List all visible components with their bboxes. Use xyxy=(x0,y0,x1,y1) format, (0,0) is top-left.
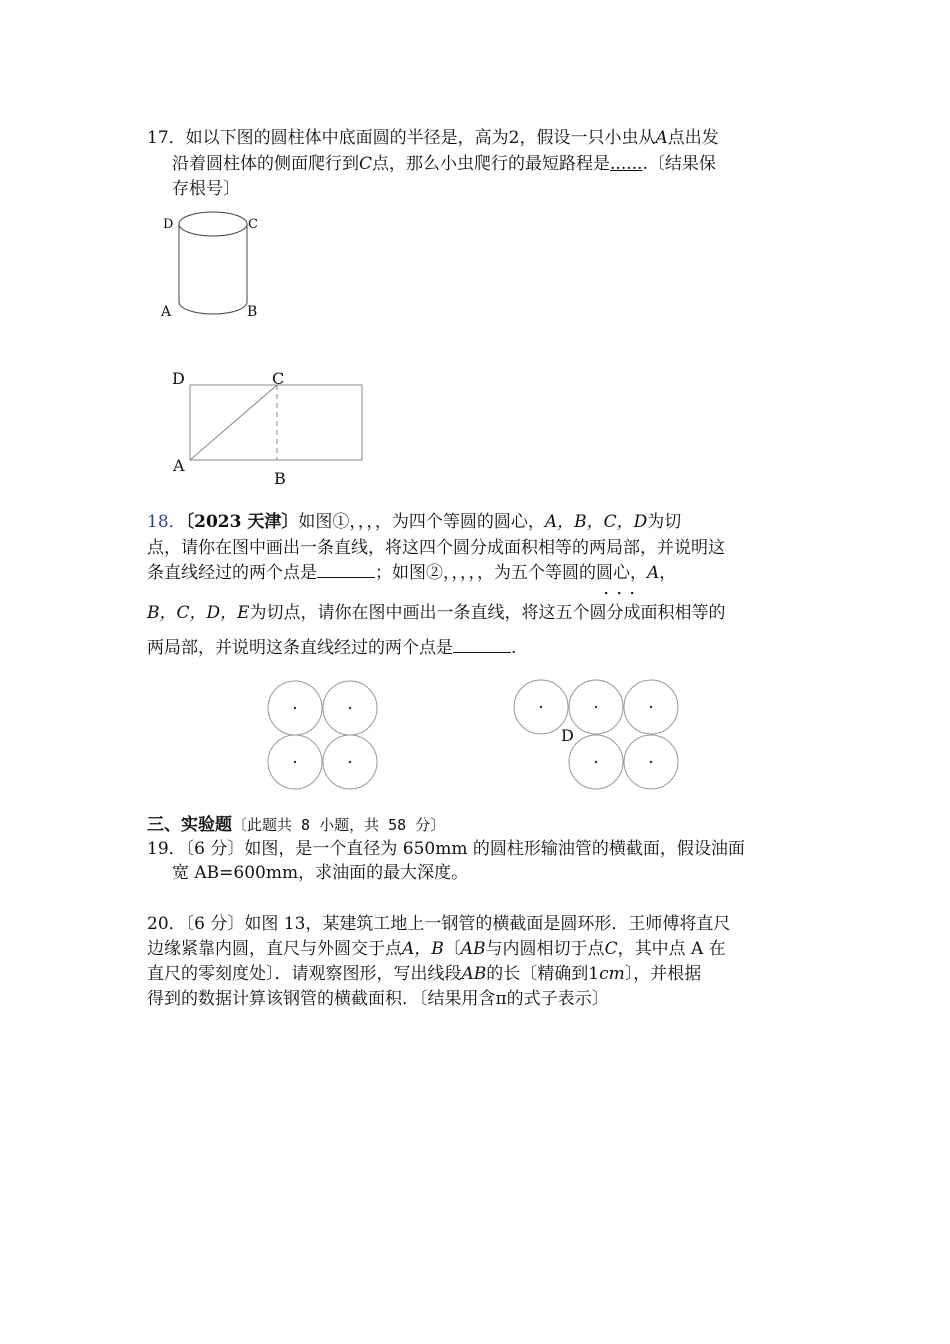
q20-text-2b: 〔 xyxy=(443,939,461,959)
q20-text-2c: 与内圆相切于点 xyxy=(485,939,605,959)
q18-text-1: 如图①，，，，为四个等圆的圆心， xyxy=(298,512,545,532)
circle xyxy=(624,680,678,734)
q18-text-3a: 条直线经过的两个点是 xyxy=(147,563,317,583)
q17-answer-blank: ...... xyxy=(610,154,643,174)
q18-text-5-end: . xyxy=(511,638,517,658)
q17-text-2-mid: 点，那么小虫爬行的最短路程是 xyxy=(372,154,611,174)
center-dot xyxy=(650,761,652,763)
q20-line-1 xyxy=(147,912,730,936)
cyl-label-c: C xyxy=(248,217,258,232)
cyl-label-b: B xyxy=(247,304,258,320)
q20-text-2d: ，其中点 A 在 xyxy=(617,939,726,959)
q20-text-2a: 边缘紧靠内圆，直尺与外圆交于点 xyxy=(147,939,402,959)
rect-label-d: D xyxy=(172,369,185,388)
rect-label-c: C xyxy=(272,369,285,388)
q19-line-1 xyxy=(147,837,745,861)
circle xyxy=(514,680,568,734)
q20-unit-num: 1 xyxy=(588,964,600,984)
q17-text-1: 如以下图的圆柱体中底面圆的半径是，高为2，假设一只小虫从 xyxy=(185,128,656,148)
q19-line-2: 宽 AB=600mm，求油面的最大深度。 xyxy=(172,863,469,883)
q18-source: 〔2023 天津〕 xyxy=(185,512,299,532)
cylinder-bottom-arc xyxy=(179,302,247,314)
q18-var-a: A xyxy=(647,563,660,583)
q20-text-3a: 直尺的零刻度处〕．请观察图形，写出线段 xyxy=(147,964,462,984)
q18-line-2: 点，请你在图中画出一条直线，将这四个圆分成面积相等的两局部，并说明这 xyxy=(147,538,725,558)
rect-label-a: A xyxy=(173,456,185,475)
circle xyxy=(569,680,623,734)
q20-var-c: C xyxy=(604,939,618,959)
fig2-label-d: D xyxy=(561,726,574,745)
center-dot xyxy=(294,761,296,763)
q20-line-4: 得到的数据计算该钢管的横截面积．〔结果用含π的式子表示〕 xyxy=(147,989,609,1009)
q18-blank-2 xyxy=(453,636,511,653)
q18-text-5: 两局部，并说明这条直线经过的两个点是 xyxy=(147,638,453,658)
q18-line-1 xyxy=(147,510,681,534)
q18-line-5 xyxy=(147,636,516,660)
q18-line-4 xyxy=(147,601,726,625)
q19-text-1: 〔6 分〕如图，是一个直径为 650mm 的圆柱形输油管的横截面，假设油面 xyxy=(185,839,745,859)
q20-text-1: 〔6 分〕如图 13，某建筑工地上一钢管的横截面是圆环形．王师傅将直尺 xyxy=(185,914,731,934)
circle xyxy=(268,735,322,789)
q19-number: 19． xyxy=(147,839,186,859)
circle xyxy=(569,735,623,789)
circle xyxy=(268,681,322,735)
cylinder-top-ellipse xyxy=(179,212,247,236)
q18-line-3 xyxy=(147,561,676,585)
q17-line-1 xyxy=(147,126,719,150)
center-dot xyxy=(595,761,597,763)
q17-text-2-end: .〔结果保 xyxy=(642,154,716,174)
center-dot xyxy=(349,707,351,709)
q17-var-c: C xyxy=(359,154,373,174)
diagonal-ac xyxy=(190,385,277,460)
cyl-label-a: A xyxy=(161,304,172,320)
rect-label-b: B xyxy=(274,469,286,488)
cyl-label-d: D xyxy=(163,217,174,232)
four-circle-centers xyxy=(294,707,351,763)
q18-emphasis-dots: ．．． xyxy=(604,582,650,598)
five-circles-figure xyxy=(514,680,678,789)
unfolded-rectangle xyxy=(190,385,362,460)
q17-line-3: 存根号〕 xyxy=(172,179,240,199)
q18-text-3-end: ， xyxy=(659,563,677,583)
q20-var-ab: AB xyxy=(460,939,486,959)
q20-text-3b: 的长〔精确到 xyxy=(486,964,589,984)
q17-text-2: 沿着圆柱体的侧面爬行到 xyxy=(172,154,359,174)
circle xyxy=(624,735,678,789)
q17-var-a: A xyxy=(655,128,668,148)
q17-number: 17． xyxy=(147,128,186,148)
cylinder-figure xyxy=(179,212,247,314)
section-3-note: 〔此题共 8 小题，共 58 分〕 xyxy=(232,816,446,834)
q17-text-1-end: 点出发 xyxy=(667,128,719,148)
q20-number: 20． xyxy=(147,914,186,934)
q18-vars-4: B，C，D，E xyxy=(147,603,250,623)
q18-vars-1: A，B，C，D xyxy=(544,512,648,532)
center-dot xyxy=(650,706,652,708)
five-circle-centers xyxy=(540,706,652,763)
center-dot xyxy=(294,707,296,709)
circle xyxy=(323,681,377,735)
q18-number: 18． xyxy=(147,512,186,532)
q18-text-4: 为切点，请你在图中画出一条直线，将这五个圆分成面积相等的 xyxy=(249,603,726,623)
q20-line-3 xyxy=(147,962,701,986)
q20-unit: cm xyxy=(599,964,625,984)
center-dot xyxy=(595,706,597,708)
q17-line-2 xyxy=(172,152,716,176)
q20-var-ab-2: AB xyxy=(461,964,487,984)
four-circles-figure xyxy=(268,681,377,789)
section-3-heading xyxy=(147,813,445,837)
center-dot xyxy=(540,706,542,708)
center-dot xyxy=(349,761,351,763)
q18-text-1-end: 为切 xyxy=(647,512,682,532)
q18-text-3b: ；如图②，，，，，为五个等圆的圆心， xyxy=(375,563,647,583)
rectangle-figure xyxy=(190,385,362,460)
q20-line-2 xyxy=(147,937,726,961)
q18-blank-1 xyxy=(317,561,375,578)
q20-text-3c: 〕，并根据 xyxy=(624,964,702,984)
section-3-title: 三、实验题 xyxy=(147,815,232,835)
circle xyxy=(323,735,377,789)
q20-vars-ab: A，B xyxy=(402,939,444,959)
